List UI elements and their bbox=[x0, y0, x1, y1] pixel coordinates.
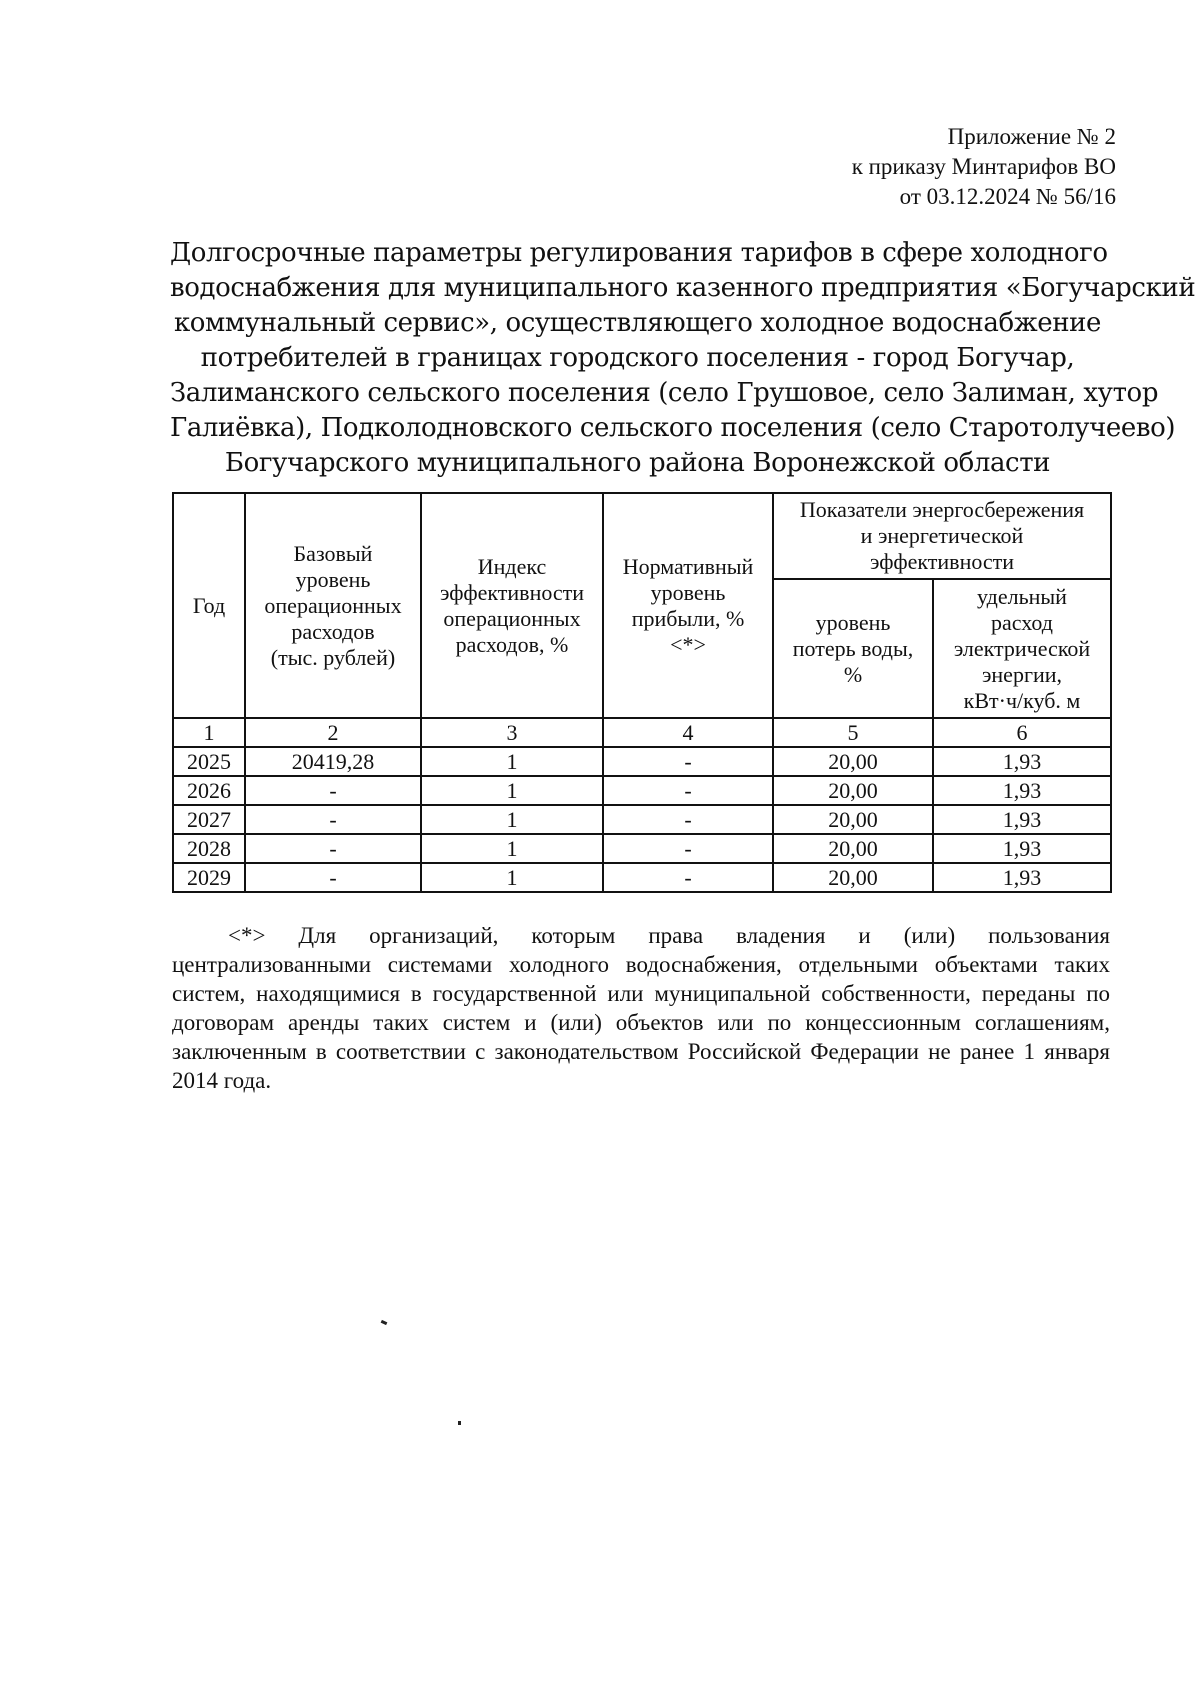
header-year: Год bbox=[173, 493, 245, 718]
footnote-line: централизованными системами холодного водоснабжения, отдельными объектами таких bbox=[172, 952, 1110, 977]
column-number: 2 bbox=[245, 718, 421, 747]
cell-year: 2028 bbox=[173, 834, 245, 863]
appendix-header bbox=[852, 122, 1116, 212]
cell-base-level: - bbox=[245, 863, 421, 892]
footnote-line: договорам аренды таких систем и (или) объектов или по концессионным соглашениям, bbox=[172, 1010, 1110, 1035]
title-line: коммунальный сервис», осуществляющего холодное водоснабжение bbox=[173, 308, 1102, 338]
table-row bbox=[173, 834, 1111, 863]
header-energy-group: Показатели энергосбережения и энергетической эффективности bbox=[773, 493, 1111, 579]
cell-water-loss: 20,00 bbox=[773, 805, 933, 834]
cell-base-level: - bbox=[245, 805, 421, 834]
header-efficiency-index: Индекс эффективности операционных расходов, % bbox=[421, 493, 603, 718]
title-line: Галиёвка), Подколодновского сельского поселения (село Старотолучеево) bbox=[170, 413, 1176, 443]
title-line: потребителей в границах городского поселения - город Богучар, bbox=[200, 343, 1075, 373]
cell-base-level: 20419,28 bbox=[245, 747, 421, 776]
cell-electricity: 1,93 bbox=[933, 747, 1111, 776]
scan-speck bbox=[458, 1421, 461, 1425]
cell-water-loss: 20,00 bbox=[773, 776, 933, 805]
document-title bbox=[170, 236, 1196, 481]
cell-base-level: - bbox=[245, 834, 421, 863]
appendix-order-ref: к приказу Минтарифов ВО bbox=[851, 154, 1116, 179]
column-number: 1 bbox=[173, 718, 245, 747]
cell-water-loss: 20,00 bbox=[773, 747, 933, 776]
scan-speck bbox=[381, 1320, 388, 1325]
header-electricity: удельный расход электрической энергии, кВт·ч/куб. м bbox=[933, 579, 1111, 718]
cell-efficiency-index: 1 bbox=[421, 776, 603, 805]
table-row bbox=[173, 747, 1111, 776]
appendix-number: Приложение № 2 bbox=[947, 124, 1116, 149]
footnote-line: 2014 года. bbox=[172, 1068, 272, 1093]
footnote-line: систем, находящимися в государственной или муниципальной собственности, переданы по bbox=[172, 981, 1110, 1006]
table-row bbox=[173, 776, 1111, 805]
cell-efficiency-index: 1 bbox=[421, 834, 603, 863]
cell-electricity: 1,93 bbox=[933, 776, 1111, 805]
cell-efficiency-index: 1 bbox=[421, 805, 603, 834]
cell-year: 2026 bbox=[173, 776, 245, 805]
table-row bbox=[173, 863, 1111, 892]
cell-normative-profit: - bbox=[603, 747, 773, 776]
footnote-line: <*> Для организаций, которым права владения и (или) пользования bbox=[228, 923, 1110, 948]
footnote-line: заключенным в соответствии с законодательством Российской Федерации не ранее 1 января bbox=[172, 1039, 1110, 1064]
table-row bbox=[173, 805, 1111, 834]
column-number: 4 bbox=[603, 718, 773, 747]
column-numbers-row bbox=[173, 718, 1111, 747]
cell-electricity: 1,93 bbox=[933, 805, 1111, 834]
header-water-loss: уровень потерь воды, % bbox=[773, 579, 933, 718]
cell-year: 2025 bbox=[173, 747, 245, 776]
title-line: Залиманского сельского поселения (село Грушовое, село Залиман, хутор bbox=[170, 378, 1159, 408]
cell-year: 2027 bbox=[173, 805, 245, 834]
header-base-level: Базовый уровень операционных расходов (тыс. рублей) bbox=[245, 493, 421, 718]
column-number: 5 bbox=[773, 718, 933, 747]
cell-efficiency-index: 1 bbox=[421, 863, 603, 892]
title-line: Долгосрочные параметры регулирования тарифов в сфере холодного bbox=[170, 238, 1108, 268]
cell-normative-profit: - bbox=[603, 776, 773, 805]
column-number: 6 bbox=[933, 718, 1111, 747]
header-normative-profit: Нормативный уровень прибыли, % <*> bbox=[603, 493, 773, 718]
cell-water-loss: 20,00 bbox=[773, 834, 933, 863]
cell-normative-profit: - bbox=[603, 834, 773, 863]
cell-normative-profit: - bbox=[603, 863, 773, 892]
cell-efficiency-index: 1 bbox=[421, 747, 603, 776]
title-line: Богучарского муниципального района Воронежской области bbox=[224, 448, 1051, 478]
cell-normative-profit: - bbox=[603, 805, 773, 834]
cell-base-level: - bbox=[245, 776, 421, 805]
footnote bbox=[172, 921, 1110, 1095]
cell-water-loss: 20,00 bbox=[773, 863, 933, 892]
cell-electricity: 1,93 bbox=[933, 863, 1111, 892]
cell-year: 2029 bbox=[173, 863, 245, 892]
column-number: 3 bbox=[421, 718, 603, 747]
parameters-table bbox=[172, 492, 1112, 893]
cell-electricity: 1,93 bbox=[933, 834, 1111, 863]
title-line: водоснабжения для муниципального казенного предприятия «Богучарский bbox=[170, 273, 1196, 303]
appendix-order-date: от 03.12.2024 № 56/16 bbox=[899, 184, 1116, 209]
